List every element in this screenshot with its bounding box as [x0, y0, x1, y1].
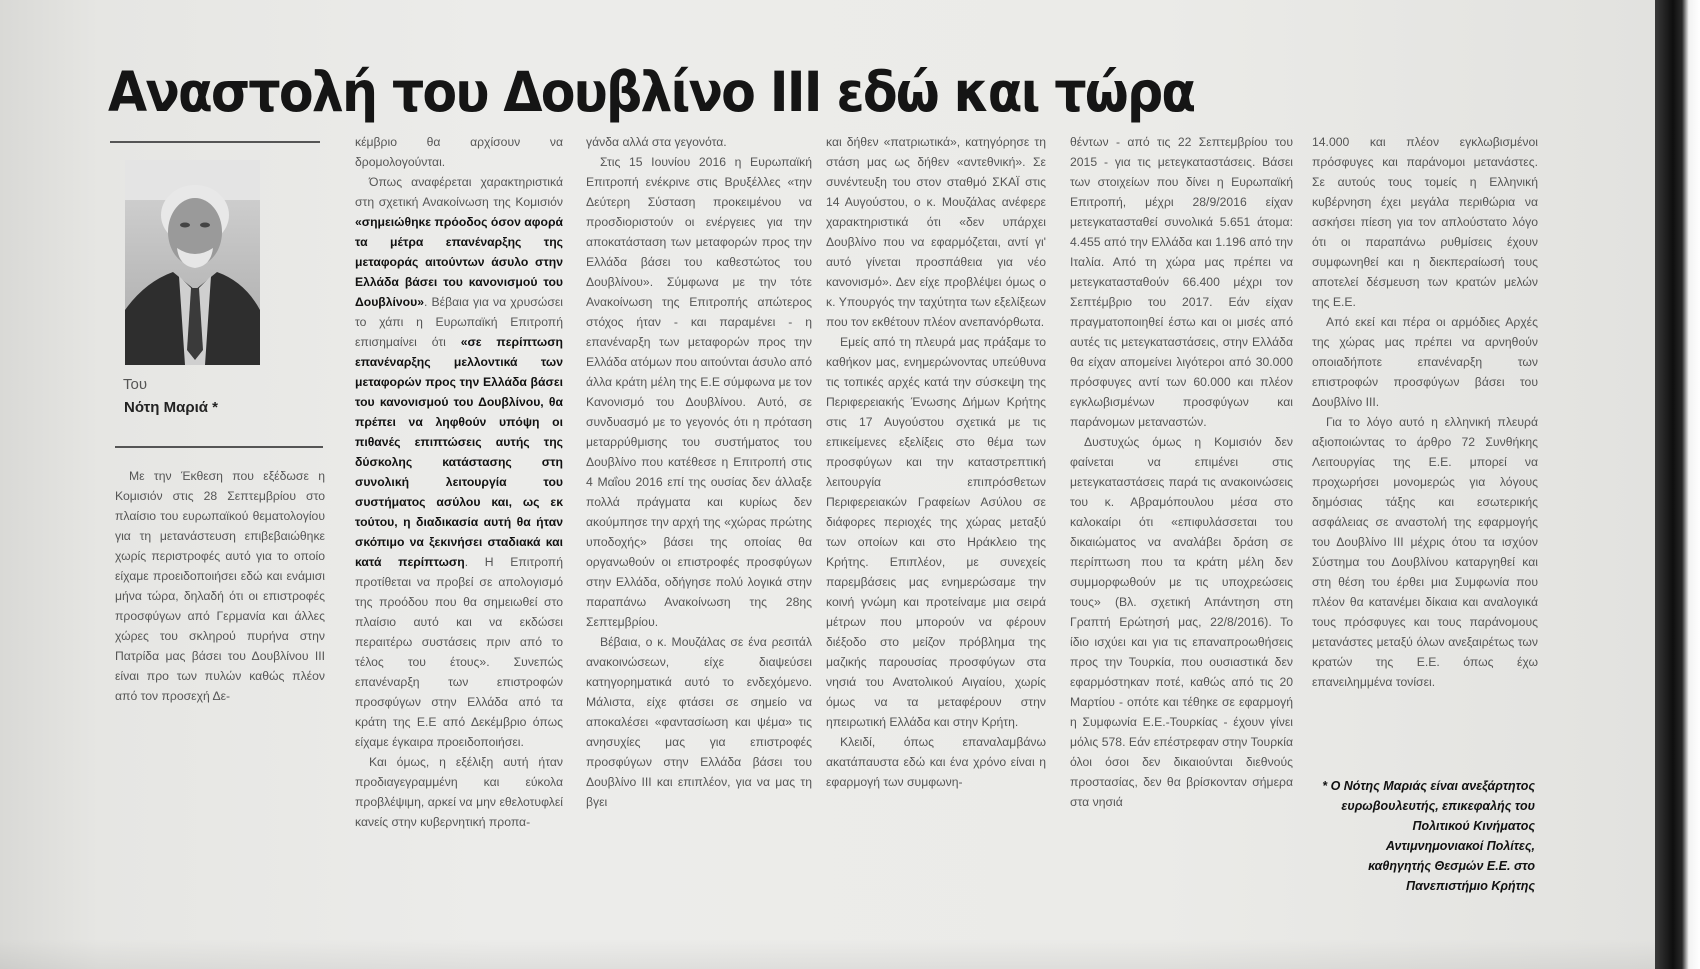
article-column-2 [355, 132, 563, 832]
byline-author-name: Νότη Μαριά * [124, 399, 218, 416]
paragraph: Για το λόγο αυτό η ελληνική πλευρά αξιοποιώντας το άρθρο 72 Συνθήκης Λειτουργίας της Ε.Ε. μπορεί να προχωρήσει μονομερώς για λόγους δημόσιας τάξης και εσωτερικής ασφάλειας σε αναστολή της εφαρμογής του Δουβλίνο ΙΙΙ μέχρις ότου τα ισχύον Σύστημα του Δουβλίνου καταργηθεί και στη θέση του έρθει μια Συμφωνία που πλέον θα κατανέμει δίκαια και αναλογικά τους πρόσφυγες και τους παράνομους μετανάστες μεταξύ όλων ανεξαιρέτως των κρατών της Ε.Ε. όπως έχω επανειλημμένα τονίσει. [1312, 415, 1538, 689]
paragraph: Στις 15 Ιουνίου 2016 η Ευρωπαϊκή Επιτροπή ενέκρινε στις Βρυξέλλες «την Δεύτερη Σύσταση προκειμένου να προσδιοριστούν οι ενέργειες για την αποκατάσταση των μεταφορών προς την Ελλάδα βάσει του καθεστώτος του Δουβλίνου». Σύμφωνα με την τότε Ανακοίνωση της Επιτροπής απώτερος στόχος ήταν - και παραμένει - η επανέναρξη των μεταφορών προς την Ελλάδα ατόμων που αιτούνται άσυλο από άλλα κράτη μέλη της Ε.Ε σύμφωνα με τον Κανονισμό του Δουβλίνου. Αυτό, σε συνδυασμό με το γεγονός ότι η πρόταση μεταρρύθμισης του συστήματος του Δουβλίνο που κατέθεσε η Επιτροπή στις 4 Μαΐου 2016 επί της ουσίας δεν άλλαξε πολλά πράγματα και κυρίως δεν ακούμπησε την αρχή της «χώρας πρώτης υποδοχής» βάσει της οποίας θα οργανωθούν οι επιστροφές προσφύγων στην Ελλάδα, οδήγησε πολύ λογικά στην παραπάνω Ανακοίνωση της 28ης Σεπτεμβρίου. [586, 155, 812, 629]
article-column-3 [586, 132, 812, 812]
text-span: . Βέβαια για να χρυσώσει το χάπι η Ευρωπαϊκή Επιτροπή επισημαίνει ότι [355, 295, 563, 349]
paragraph [355, 172, 563, 752]
paragraph: Βέβαια, ο κ. Μουζάλας σε ένα ρεσιτάλ ανακοινώσεων, είχε διαψεύσει κατηγορηματικά αυτό το ενδεχόμενο. Μάλιστα, είχε φτάσει σε σημείο να αποκαλέσει «φαντασίωση και ψέμα» τις ανησυχίες μας για επιστροφές προσφύγων στην Ελλάδα βάσει του Δουβλίνο ΙΙΙ και επιπλέον, για να μας τη βγει [586, 635, 812, 809]
author-portrait-icon [125, 160, 260, 365]
scan-edge [1655, 0, 1700, 969]
paragraph: γάνδα αλλά στα γεγονότα. [586, 135, 727, 149]
bold-quote: «σημειώθηκε πρόοδος όσον αφορά τα μέτρα επανέναρξης της μεταφοράς αιτούντων άσυλο στην Ελλάδα βάσει του κανονισμού του Δουβλίνου» [355, 215, 563, 309]
paragraph: Από εκεί και πέρα οι αρμόδιες Αρχές της χώρας μας πρέπει να αρνηθούν οποιαδήποτε επανέναρξη των επιστροφών προσφύγων βάσει του Δουβλίνο ΙΙΙ. [1312, 315, 1538, 409]
text-span: Όπως αναφέρεται χαρακτηριστικά στη σχετική Ανακοίνωση της Κομισιόν [355, 175, 563, 209]
author-footnote: * Ο Νότης Μαριάς είναι ανεξάρτητος ευρωβουλευτής, επικεφαλής του Πολιτικού Κινήματος Αντιμνημονιακοί Πολίτες, καθηγητής Θεσμών Ε.Ε. στο Πανεπιστήμιο Κρήτης [1322, 779, 1535, 893]
byline-top-rule [110, 141, 320, 143]
paragraph: Και όμως, η εξέλιξη αυτή ήταν προδιαγεγραμμένη και εύκολα προβλέψιμη, αρκεί να μην εθελοτυφλεί κανείς στην κυβερνητική προπα- [355, 755, 563, 829]
paragraph: κέμβριο θα αρχίσουν να δρομολογούνται. [355, 135, 563, 169]
paragraph: θέντων - από τις 22 Σεπτεμβρίου του 2015 - για τις μετεγκαταστάσεις. Βάσει των στοιχείων που δίνει η Ευρωπαϊκή Επιτροπή, μέχρι 28/9/2016 είχαν μετεγκατασταθεί συνολικά 5.651 άτομα: 4.455 από την Ελλάδα και 1.196 από την Ιταλία. Από τη χώρα μας πρέπει να μετεγκατασταθούν 66.400 μέχρι τον Σεπτέμβριο του 2017. Εάν είχαν πραγματοποιηθεί έστω και οι μισές από αυτές τις μετεγκαταστάσεις, στην Ελλάδα θα είχαν απομείνει λιγότεροι από 30.000 πρόσφυγες αντί των 60.000 και πλέον εγκλωβισμένων προσφύγων και παράνομων μεταναστών. [1070, 135, 1293, 429]
paragraph: Δυστυχώς όμως η Κομισιόν δεν φαίνεται να επιμένει στις μετεγκαταστάσεις παρά τις ανακοινώσεις του κ. Αβραμόπουλου μέσα στο καλοκαίρι ότι «επιφυλάσσεται του δικαιώματος να αναλάβει δράση σε περίπτωση που τα κράτη μέλη δεν συμμορφωθούν με τις υποχρεώσεις τους» (Βλ. σχετική Απάντηση στη Γραπτή Ερώτησή μας, 22/8/2016). Το ίδιο ισχύει και για τις επαναπροωθήσεις προς την Τουρκία, που ουσιαστικά δεν εφαρμόστηκαν ποτέ, καθώς από τις 20 Μαρτίου - οπότε και τέθηκε σε εφαρμογή η Συμφωνία Ε.Ε.-Τουρκίας - έχουν γίνει μόλις 578. Εάν επέστρεφαν στην Τουρκία όλοι όσοι δεν δικαιούνται διεθνούς προστασίας, δεν θα βρίσκονταν σήμερα στα νησιά [1070, 435, 1293, 809]
byline-bottom-rule [115, 446, 323, 448]
paragraph: και δήθεν «πατριωτικά», κατηγόρησε τη στάση μας ως δήθεν «αντεθνική». Σε συνέντευξη του στον σταθμό ΣΚΑΪ στις 14 Αυγούστου, ο κ. Μουζάλας ανέφερε χαρακτηριστικά ότι «δεν υπάρχει Δουβλίνο που να εφαρμόζεται, αντί γι' αυτό γίνεται προσπάθεια για νέο κανονισμό». Δεν είχε προβλέψει όμως ο κ. Υπουργός την ταχύτητα των εξελίξεων που τον εκθέτουν πλέον ανεπανόρθωτα. [826, 135, 1046, 329]
article-headline: Αναστολή του Δουβλίνο ΙΙΙ εδώ και τώρα [108, 60, 1195, 124]
author-photo [125, 160, 260, 365]
paragraph: Κλειδί, όπως επαναλαμβάνω ακατάπαυστα εδώ και ένα χρόνο είναι η εφαρμογή των συμφωνη- [826, 735, 1046, 789]
paragraph: Με την Έκθεση που εξέδωσε η Κομισιόν στις 28 Σεπτεμβρίου στο πλαίσιο του ευρωπαϊκού θεματολογίου για τη μετανάστευση επιβεβαιώθηκε χωρίς περιστροφές αυτό για το οποίο είχαμε προειδοποιήσει εδώ και ενάμισι μήνα τώρα, δηλαδή ότι οι επιστροφές προσφύγων από Γερμανία και άλλες χώρες του σκληρού πυρήνα στην Πατρίδα μας βάσει του Δουβλίνου ΙΙΙ είναι προ των πυλών καθώς πλέον από τον προσεχή Δε- [115, 469, 325, 703]
article-column-5 [1070, 132, 1293, 812]
article-column-1 [115, 466, 325, 706]
text-span: . Η Επιτροπή προτίθεται να προβεί σε απολογισμό της προόδου που θα σημειωθεί στο πλαίσιο αυτό και να εκδώσει περαιτέρω συστάσεις πριν από το τέλος του έτους». Συνεπώς επανέναρξη των επιστροφών προσφύγων στην Ελλάδα από τα κράτη της Ε.Ε από Δεκέμβριο όπως είχαμε έγκαιρα προειδοποιήσει. [355, 555, 563, 749]
article-column-4 [826, 132, 1046, 792]
paragraph: 14.000 και πλέον εγκλωβισμένοι πρόσφυγες και παράνομοι μετανάστες. Σε αυτούς τους τομείς η Ελληνική κυβέρνηση έχει μεγάλα περιθώρια να ασκήσει πίεση για τον απλούστατο λόγο ότι οι παραπάνω ρυθμίσεις έχουν συμφωνηθεί και η διεκπεραίωσή τους αποτελεί δέσμευση των κρατών μελών της Ε.Ε. [1312, 135, 1538, 309]
paragraph: Εμείς από τη πλευρά μας πράξαμε το καθήκον μας, ενημερώνοντας υπεύθυνα τις τοπικές αρχές κατά την σύσκεψη της Περιφερειακής Ένωσης Δήμων Κρήτης στις 17 Αυγούστου σχετικά με τις επικείμενες εξελίξεις στο θέμα των προσφύγων και την καταστρεπτική λειτουργία επιπρόσθετων Περιφερειακών Γραφείων Ασύλου σε διάφορες περιοχές της χώρας μεταξύ των οποίων και στο Ηράκλειο της Κρήτης. Επιπλέον, με συνεχείς παρεμβάσεις μας ενημερώσαμε την κοινή γνώμη και προτείναμε μια σειρά μέτρων που μπορούν να φέρουν διέξοδο στο μείζον πρόβλημα της μαζικής παρουσίας προσφύγων στα νησιά του Ανατολικού Αιγαίου, χωρίς όμως να τα μεταφέρουν στην ηπειρωτική Ελλάδα και στην Κρήτη. [826, 335, 1046, 729]
article-column-6 [1312, 132, 1538, 692]
byline-label: Του [123, 376, 148, 393]
page-shadow [0, 939, 1655, 969]
bold-quote: «σε περίπτωση επανέναρξης μελλοντικά των μεταφορών προς την Ελλάδα βάσει του κανονισμού του Δουβλίνου, θα πρέπει να ληφθούν υπόψη οι πιθανές επιπτώσεις αυτής της δύσκολης κατάστασης στη συνολική λειτουργία του συστήματος ασύλου και, ως εκ τούτου, η διαδικασία αυτή θα ήταν σκόπιμο να ξεκινήσει σταδιακά και κατά περίπτωση [355, 335, 563, 569]
